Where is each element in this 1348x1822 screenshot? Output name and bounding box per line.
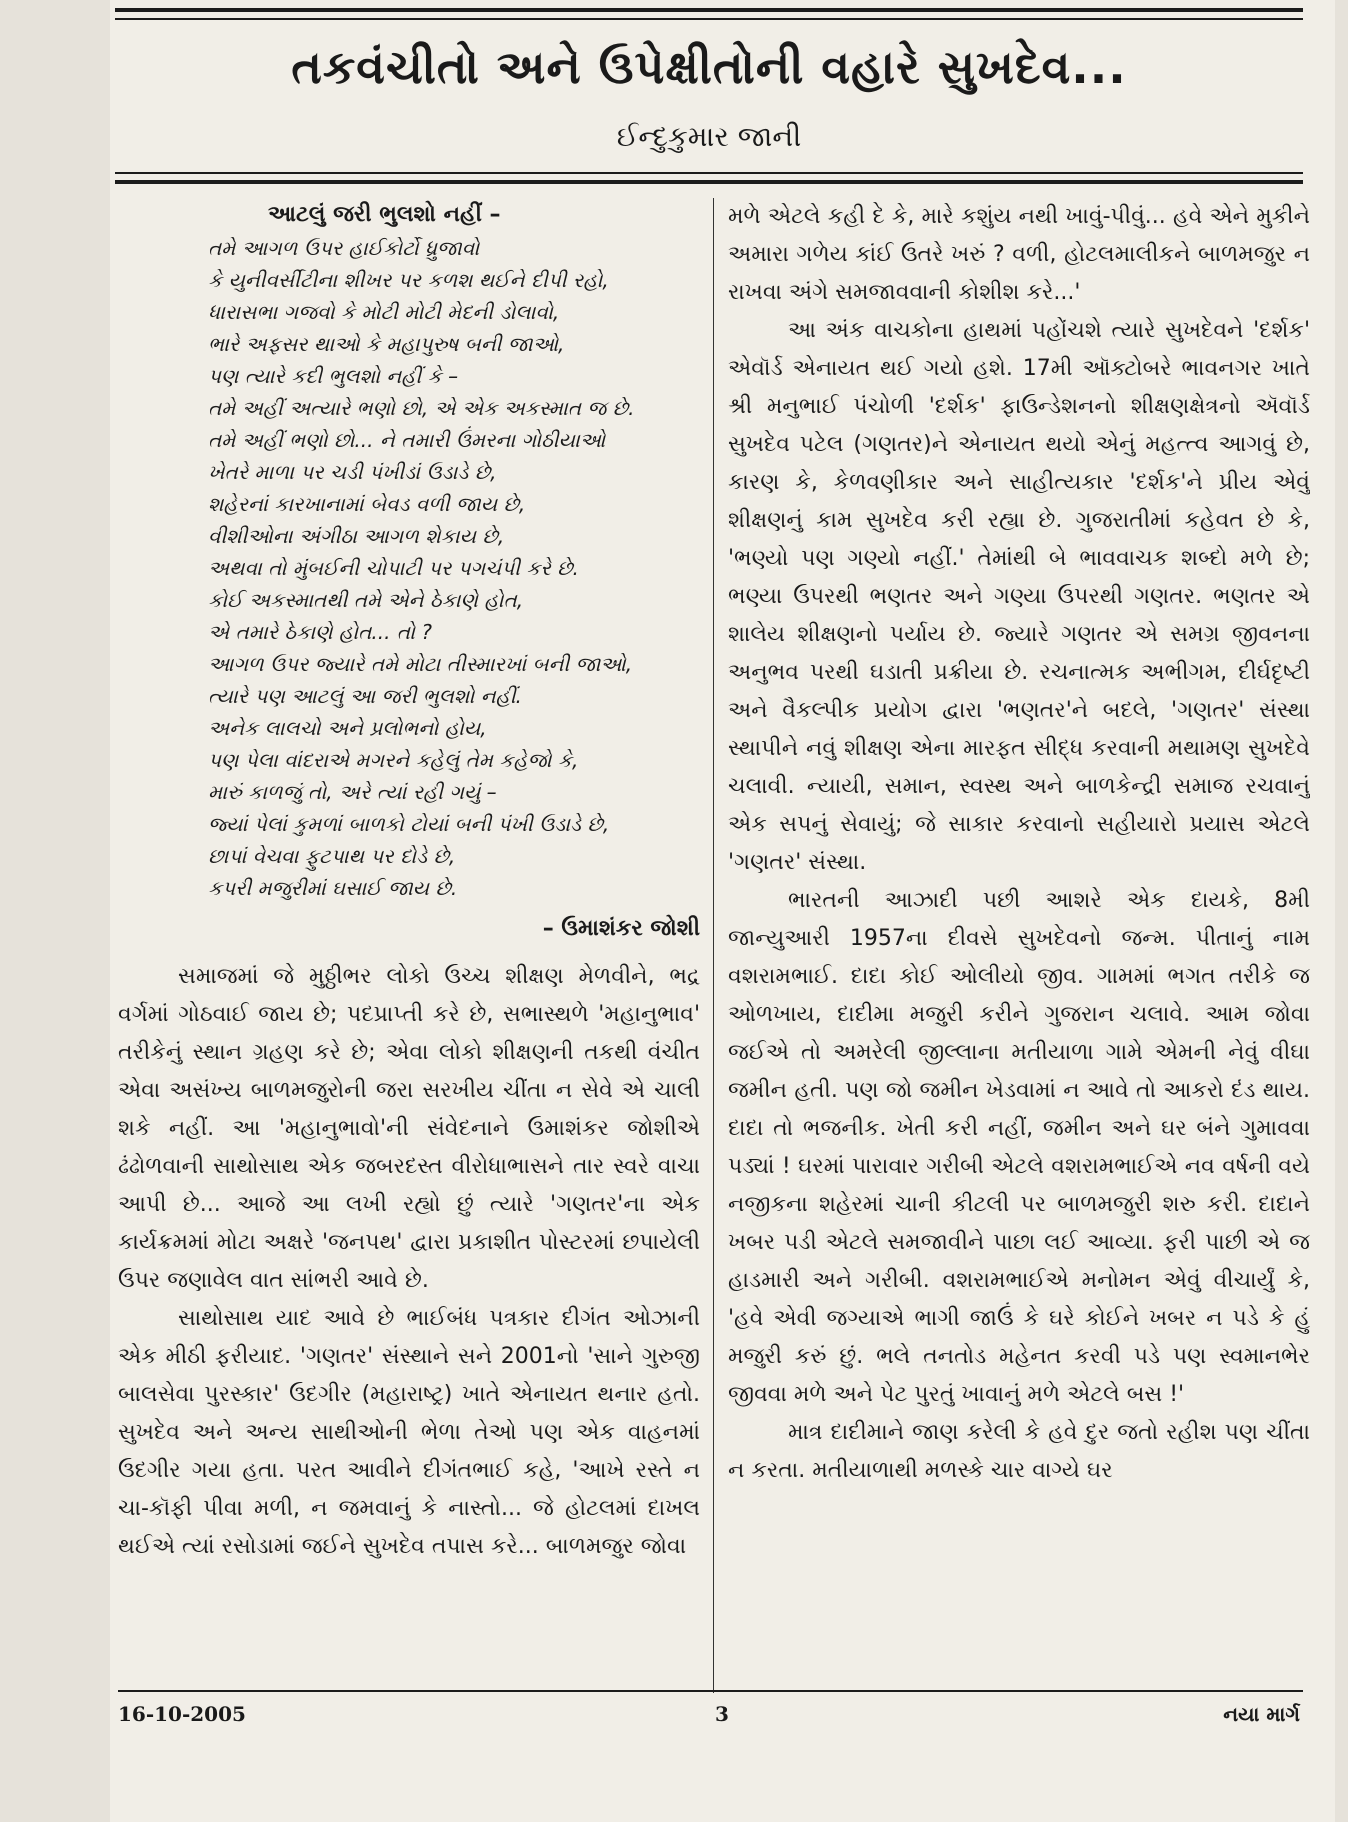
- poem-line: શહેરનાં કારખાનામાં બેવડ વળી જાય છે,: [208, 492, 526, 516]
- poem-line: છાપાં વેચવા ફુટપાથ પર દોડે છે,: [208, 844, 456, 868]
- article-author: ઈન્દુકુમાર જાની: [616, 120, 802, 153]
- paragraph: સાથોસાથ યાદ આવે છે ભાઈબંધ પત્રકાર દીગંત ઓઝાની એક મીઠી ફરીયાદ. 'ગણતર' સંસ્થાને સને 2001નો 'સાને ગુરુજી બાલસેવા પુરસ્કાર' ઉદગીર (મહારાષ્ટ્ર) ખાતે એનાયત થનાર હતો. સુખદેવ અને અન્ય સાથીઓની ભેળા તેઓ પણ એક વાહનમાં ઉદગીર ગયા હતા. પરત આવીને દીગંતભાઈ કહે, 'આખે રસ્તે ન ચા-કૉફી પીવા મળી, ન જમવાનું કે નાસ્તો... જે હોટલમાં દાખલ થઈએ ત્યાં રસોડામાં જઈને સુખદેવ તપાસ કરે... બાળમજુર જોવા: [118, 1306, 700, 1559]
- poem-attribution: – ઉમાશંકર જોશી: [542, 916, 700, 941]
- poem-line: તમે અહીં ભણો છો... ને તમારી ઉંમરના ગોઠીયાઓ: [208, 428, 606, 452]
- publication-name: નયા માર્ગ: [1223, 1702, 1300, 1726]
- poem-line: આગળ ઉપર જ્યારે તમે મોટા તીસ્મારખાં બની જાઓ,: [208, 652, 633, 676]
- poem: [208, 232, 700, 904]
- footer-rule: [118, 1690, 1303, 1692]
- poem-line: અનેક લાલચો અને પ્રલોભનો હોય,: [208, 716, 487, 740]
- right-column: [728, 198, 1310, 1693]
- poem-line: ત્યારે પણ આટલું આ જરી ભુલશો નહીં.: [208, 684, 522, 708]
- poem-line: કોઈ અકસ્માતથી તમે એને ઠેકાણે હોત,: [208, 588, 524, 612]
- poem-line: મારું કાળજું તો, અરે ત્યાં રહી ગયું –: [208, 780, 497, 804]
- poem-line: કપરી મજુરીમાં ઘસાઈ જાય છે.: [208, 876, 458, 900]
- poem-line: તમે અહીં અત્યારે ભણો છો, એ એક અકસ્માત જ છે.: [208, 396, 635, 420]
- paragraph: મળે એટલે કહી દે કે, મારે કશુંય નથી ખાવું-પીવું... હવે એને મુકીને અમારા ગળેય કાંઈ ઉતરે ખરું ? વળી, હોટલમાલીકને બાળમજુર ન રાખવા અંગે સમજાવવાની કોશીશ કરે...': [728, 204, 1310, 305]
- poem-line: ખેતરે માળા પર ચડી પંખીડાં ઉડાડે છે,: [208, 460, 497, 484]
- poem-line: પણ પેલા વાંદરાએ મગરને કહેલું તેમ કહેજો કે,: [208, 748, 579, 772]
- poem-line: કે યુનીવર્સીટીના શીખર પર કળશ થઈને દીપી રહો,: [208, 268, 609, 292]
- poem-line: પણ ત્યારે કદી ભુલશો નહીં કે –: [208, 364, 459, 388]
- poem-line: જ્યાં પેલાં કુમળાં બાળકો ટોયાં બની પંખી ઉડાડે છે,: [208, 812, 610, 836]
- paragraph: સમાજમાં જે મુઠ્ઠીભર લોકો ઉચ્ચ શીક્ષણ મેળવીને, ભદ્ર વર્ગમાં ગોઠવાઈ જાય છે; પદપ્રાપ્તી કરે છે, સભાસ્થળે 'મહાનુભાવ' તરીકેનું સ્થાન ગ્રહણ કરે છે; એવા લોકો શીક્ષણની તકથી વંચીત એવા અસંખ્ય બાળમજુરોની જરા સરખીય ચીંતા ન સેવે એ ચાલી શકે નહીં. આ 'મહાનુભાવો'ની સંવેદનાને ઉમાશંકર જોશીએ ઢંઢોળવાની સાથોસાથ એક જબરદસ્ત વીરોધાભાસને તાર સ્વરે વાચા આપી છે... આજે આ લખી રહ્યો છું ત્યારે 'ગણતર'ના એક કાર્યક્રમમાં મોટા અક્ષરે 'જનપથ' દ્વારા પ્રકાશીત પોસ્ટરમાં છપાયેલી ઉપર જણાવેલ વાત સાંભરી આવે છે.: [118, 964, 700, 1293]
- paragraph: માત્ર દાદીમાને જાણ કરેલી કે હવે દુર જતો રહીશ પણ ચીંતા ન કરતા. મતીયાળાથી મળસ્કે ચાર વાગ્યે ઘર: [728, 1420, 1310, 1483]
- poem-line: એ તમારે ઠેકાણે હોત... તો ?: [208, 620, 433, 644]
- paragraph: ભારતની આઝાદી પછી આશરે એક દાયકે, 8મી જાન્યુઆરી 1957ના દીવસે સુખદેવનો જન્મ. પીતાનું નામ વશરામભાઈ. દાદા કોઈ ઓલીયો જીવ. ગામમાં ભગત તરીકે જ ઓળખાય, દાદીમા મજુરી કરીને ગુજરાન ચલાવે. આમ જોવા જઈએ તો અમરેલી જીલ્લાના મતીયાળા ગામે એમની નેવું વીઘા જમીન હતી. પણ જો જમીન ખેડવામાં ન આવે તો આકરો દંડ થાય. દાદા તો ભજનીક. ખેતી કરી નહીં, જમીન અને ઘર બંને ગુમાવવા પડ્યાં ! ઘરમાં પારાવાર ગરીબી એટલે વશરામભાઈએ નવ વર્ષની વયે નજીકના શહેરમાં ચાની કીટલી પર બાળમજુરી શરુ કરી. દાદાને ખબર પડી એટલે સમજાવીને પાછા લઈ આવ્યા. ફરી પાછી એ જ હાડમારી અને ગરીબી. વશરામભાઈએ મનોમન એવું વીચાર્યું કે, 'હવે એવી જગ્યાએ ભાગી જાઉં કે ઘરે કોઈને ખબર ન પડે કે હું મજુરી કરું છું. ભલે તનતોડ મહેનત કરવી પડે પણ સ્વમાનભેર જીવવા મળે અને પેટ પુરતું ખાવાનું મળે એટલે બસ !': [728, 888, 1310, 1407]
- top-rule-thin: [115, 18, 1303, 20]
- article-title: તકવંચીતો અને ઉપેક્ષીતોની વહારે સુખદેવ...: [291, 40, 1127, 94]
- poem-line: ભારે અફસર થાઓ કે મહાપુરુષ બની જાઓ,: [208, 332, 565, 356]
- poem-line: અથવા તો મુંબઈની ચોપાટી પર પગચંપી કરે છે.: [208, 556, 579, 580]
- paragraph: આ અંક વાચકોના હાથમાં પહોંચશે ત્યારે સુખદેવને 'દર્શક' એવૉર્ડ એનાયત થઈ ગયો હશે. 17મી ઑક્ટોબરે ભાવનગર ખાતે શ્રી મનુભાઈ પંચોળી 'દર્શક' ફાઉન્ડેશનનો શીક્ષણક્ષેત્રનો ઍવૉર્ડ સુખદેવ પટેલ (ગણતર)ને એનાયત થયો એનું મહત્ત્વ આગવું છે, કારણ કે, કેળવણીકાર અને સાહીત્યકાર 'દર્શક'ને પ્રીય એવું શીક્ષણનું કામ સુખદેવ કરી રહ્યા છે. ગુજરાતીમાં કહેવત છે કે, 'ભણ્યો પણ ગણ્યો નહીં.' તેમાંથી બે ભાવવાચક શબ્દો મળે છે; ભણ્યા ઉપરથી ભણતર અને ગણ્યા ઉપરથી ગણતર. ભણતર એ શાલેય શીક્ષણનો પર્યાય છે. જ્યારે ગણતર એ સમગ્ર જીવનના અનુભવ પરથી ઘડાતી પ્રક્રીયા છે. રચનાત્મક અભીગમ, દીર્ઘદૃષ્ટી અને વૈકલ્પીક પ્રયોગ દ્વારા 'ભણતર'ને બદલે, 'ગણતર' સંસ્થા સ્થાપીને નવું શીક્ષણ એના મારફત સીદ્ધ કરવાની મથામણ સુખદેવે ચલાવી. ન્યાયી, સમાન, સ્વસ્થ અને બાળકેન્દ્રી સમાજ રચવાનું એક સપનું સેવાયું; જે સાકાર કરવાનો સહીયારો પ્રયાસ એટલે 'ગણતર' સંસ્થા.: [728, 318, 1310, 875]
- poem-line: વીશીઓના અંગીઠા આગળ શેકાય છે,: [208, 524, 505, 548]
- header-rule: [115, 180, 1303, 184]
- top-rule: [115, 8, 1303, 12]
- poem-line: ધારાસભા ગજવો કે મોટી મોટી મેદની ડોલાવો,: [208, 300, 560, 324]
- header-rule-thin: [115, 172, 1303, 174]
- poem-line: તમે આગળ ઉપર હાઈકોર્ટો ધ્રુજાવો: [208, 236, 480, 260]
- page-number: 3: [715, 1702, 729, 1726]
- poem-heading: આટલું જરી ભુલશો નહીં –: [268, 202, 501, 227]
- footer-date: 16-10-2005: [118, 1702, 246, 1726]
- left-column: [118, 198, 700, 1693]
- column-divider: [713, 198, 714, 1693]
